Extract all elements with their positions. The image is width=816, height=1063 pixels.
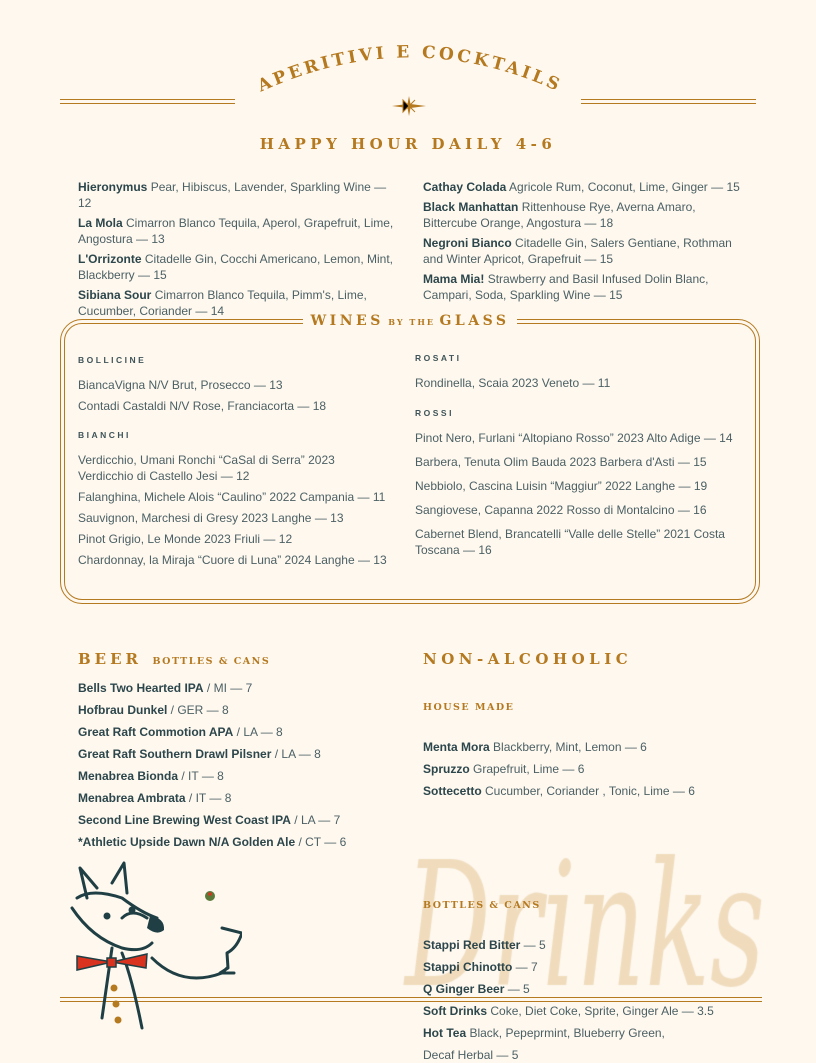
beer-list	[78, 680, 398, 856]
wine-item: Sangiovese, Capanna 2022 Rosso di Montalcino — 16	[415, 503, 707, 517]
wines-heading	[303, 312, 517, 329]
item-desc: Blackberry, Mint, Lemon — 6	[489, 740, 647, 754]
na-item	[423, 1025, 753, 1041]
wines-left	[78, 352, 388, 573]
item-origin-price: / LA — 8	[271, 747, 321, 761]
house-made-heading: HOUSE MADE	[423, 702, 515, 713]
item-name: Negroni Bianco	[423, 236, 512, 250]
beer-title: BEER	[78, 650, 143, 668]
svg-text:APERITIVI E COCKTAILS	[254, 42, 565, 96]
item-origin-price: / MI — 7	[203, 681, 253, 695]
item-name: Hot Tea	[423, 1026, 467, 1040]
na-item	[423, 937, 753, 953]
item-desc: Black, Pepeprmint, Blueberry Green,	[466, 1026, 665, 1040]
item-name: La Mola	[78, 216, 123, 230]
cocktails-right	[423, 179, 748, 307]
item-desc: Grapefruit, Lime — 6	[469, 762, 585, 776]
item-name: Spruzzo	[423, 762, 470, 776]
item-desc: — 5	[520, 938, 546, 952]
header-rule-left	[60, 99, 235, 104]
item-name: Stappi Red Bitter	[423, 938, 521, 952]
happy-hour-heading: HAPPY HOUR DAILY 4-6	[259, 135, 557, 153]
menu-item	[78, 179, 396, 211]
item-name: Stappi Chinotto	[423, 960, 513, 974]
na-item	[423, 959, 753, 975]
item-desc: Cimarron Blanco Tequila, Aperol, Grapefruit, Lime, Angostura — 13	[78, 216, 394, 246]
beer-item	[78, 702, 398, 718]
na-item	[423, 1047, 753, 1063]
wines-title-a: WINES	[310, 313, 384, 329]
category-label: BIANCHI	[78, 430, 131, 440]
wine-item: Nebbiolo, Cascina Luisin “Maggiur” 2022 Langhe — 19	[415, 479, 708, 493]
item-name: Great Raft Southern Drawl Pilsner	[78, 747, 272, 761]
beer-item	[78, 790, 398, 806]
item-name: L'Orrizonte	[78, 252, 142, 266]
item-name: Menabrea Bionda	[78, 769, 179, 783]
item-desc: — 7	[512, 960, 538, 974]
item-desc: Coke, Diet Coke, Sprite, Ginger Ale — 3.5	[487, 1004, 714, 1018]
item-desc: Pear, Hibiscus, Lavender, Sparkling Wine — 12	[78, 180, 387, 210]
wine-item: Chardonnay, la Miraja “Cuore di Luna” 2024 Langhe — 13	[78, 553, 387, 567]
wines-title-c: GLASS	[439, 313, 510, 329]
menu-item	[78, 215, 396, 247]
item-origin-price: / LA — 8	[233, 725, 283, 739]
item-name: Q Ginger Beer	[423, 982, 505, 996]
wine-item: Falanghina, Michele Alois “Caulino” 2022 Campania — 11	[78, 490, 386, 504]
beer-item	[78, 768, 398, 784]
item-name: Mama Mia!	[423, 272, 485, 286]
menu-item	[423, 179, 748, 195]
menu-item	[423, 235, 748, 267]
item-name: Cathay Colada	[423, 180, 507, 194]
item-name: Soft Drinks	[423, 1004, 488, 1018]
wine-item: Barbera, Tenuta Olim Bauda 2023 Barbera d'Asti — 15	[415, 455, 707, 469]
category-label: BOLLICINE	[78, 355, 147, 365]
na-item	[423, 761, 753, 777]
item-name: Menta Mora	[423, 740, 490, 754]
item-name: Sottecetto	[423, 784, 482, 798]
wine-item: Rondinella, Scaia 2023 Veneto — 11	[415, 376, 611, 390]
wines-title-b: BY THE	[388, 317, 435, 327]
item-name: Bells Two Hearted IPA	[78, 681, 204, 695]
star-ornament-icon	[392, 96, 426, 116]
item-name: Second Line Brewing West Coast IPA	[78, 813, 291, 827]
item-name: Menabrea Ambrata	[78, 791, 186, 805]
item-desc: Citadelle Gin, Cocchi Americano, Lemon, Mint, Blackberry — 15	[78, 252, 393, 282]
item-desc: Decaf Herbal — 5	[423, 1048, 519, 1062]
bottles-cans-heading: BOTTLES & CANS	[423, 900, 541, 911]
wine-item: BiancaVigna N/V Brut, Prosecco — 13	[78, 378, 283, 392]
item-origin-price: / GER — 8	[167, 703, 229, 717]
item-name: *Athletic Upside Dawn N/A Golden Ale	[78, 835, 296, 849]
non-alcoholic-heading: NON-ALCOHOLIC	[423, 650, 633, 668]
item-origin-price: / IT — 8	[178, 769, 224, 783]
beer-subtitle: BOTTLES & CANS	[152, 656, 271, 667]
wine-item: Verdicchio, Umani Ronchi “CaSal di Serra” 2023 Verdicchio di Castello Jesi — 12	[78, 453, 335, 483]
beer-heading	[78, 650, 270, 669]
item-origin-price: / LA — 7	[290, 813, 341, 827]
beer-item	[78, 834, 398, 850]
menu-item	[423, 271, 748, 303]
item-desc: Agricole Rum, Coconut, Lime, Ginger — 15	[509, 180, 740, 194]
item-origin-price: / CT — 6	[295, 835, 347, 849]
item-desc: Cucumber, Coriander , Tonic, Lime — 6	[481, 784, 695, 798]
na-item	[423, 1003, 753, 1019]
beer-item	[78, 724, 398, 740]
item-desc: Strawberry and Basil Infused Dolin Blanc, Campari, Soda, Sparkling Wine — 15	[423, 272, 709, 302]
item-origin-price: / IT — 8	[185, 791, 232, 805]
wine-item: Pinot Nero, Furlani “Altopiano Rosso” 2023 Alto Adige — 14	[415, 431, 733, 445]
wine-item: Contadi Castaldi N/V Rose, Franciacorta — 18	[78, 399, 327, 413]
item-desc: Rittenhouse Rye, Averna Amaro, Bittercube Orange, Angostura — 18	[423, 200, 696, 230]
cocktails-left	[78, 179, 396, 323]
na-item	[423, 981, 753, 997]
header-rule-right	[581, 99, 756, 104]
na-item	[423, 783, 753, 799]
item-name: Black Manhattan	[423, 200, 519, 214]
category-label: ROSSI	[415, 408, 454, 418]
menu-item	[423, 199, 748, 231]
wine-item: Cabernet Blend, Brancatelli “Valle delle Stelle” 2021 Costa Toscana — 16	[415, 527, 725, 557]
item-name: Hieronymus	[78, 180, 148, 194]
item-desc: Citadelle Gin, Salers Gentiane, Rothman and Winter Apricot, Grapefruit — 15	[423, 236, 732, 266]
wine-item: Pinot Grigio, Le Monde 2023 Friuli — 12	[78, 532, 293, 546]
beer-item	[78, 746, 398, 762]
bottles-cans-list	[423, 937, 753, 1063]
beer-item	[78, 680, 398, 696]
na-item	[423, 739, 753, 755]
title-arc	[230, 30, 590, 100]
wolf-mascot-illustration	[62, 858, 242, 1033]
item-name: Hofbrau Dunkel	[78, 703, 168, 717]
item-desc: — 5	[504, 982, 530, 996]
item-name: Great Raft Commotion APA	[78, 725, 234, 739]
wine-item: Sauvignon, Marchesi di Gresy 2023 Langhe — 13	[78, 511, 344, 525]
beer-item	[78, 812, 398, 828]
house-made-list	[423, 739, 753, 799]
page-title: APERITIVI E COCKTAILS	[254, 42, 566, 97]
item-name: Sibiana Sour	[78, 288, 152, 302]
item-desc: Cimarron Blanco Tequila, Pimm's, Lime, Cucumber, Coriander — 14	[78, 288, 367, 318]
category-label: ROSATI	[415, 353, 462, 363]
wines-right	[415, 350, 740, 563]
menu-item	[78, 251, 396, 283]
